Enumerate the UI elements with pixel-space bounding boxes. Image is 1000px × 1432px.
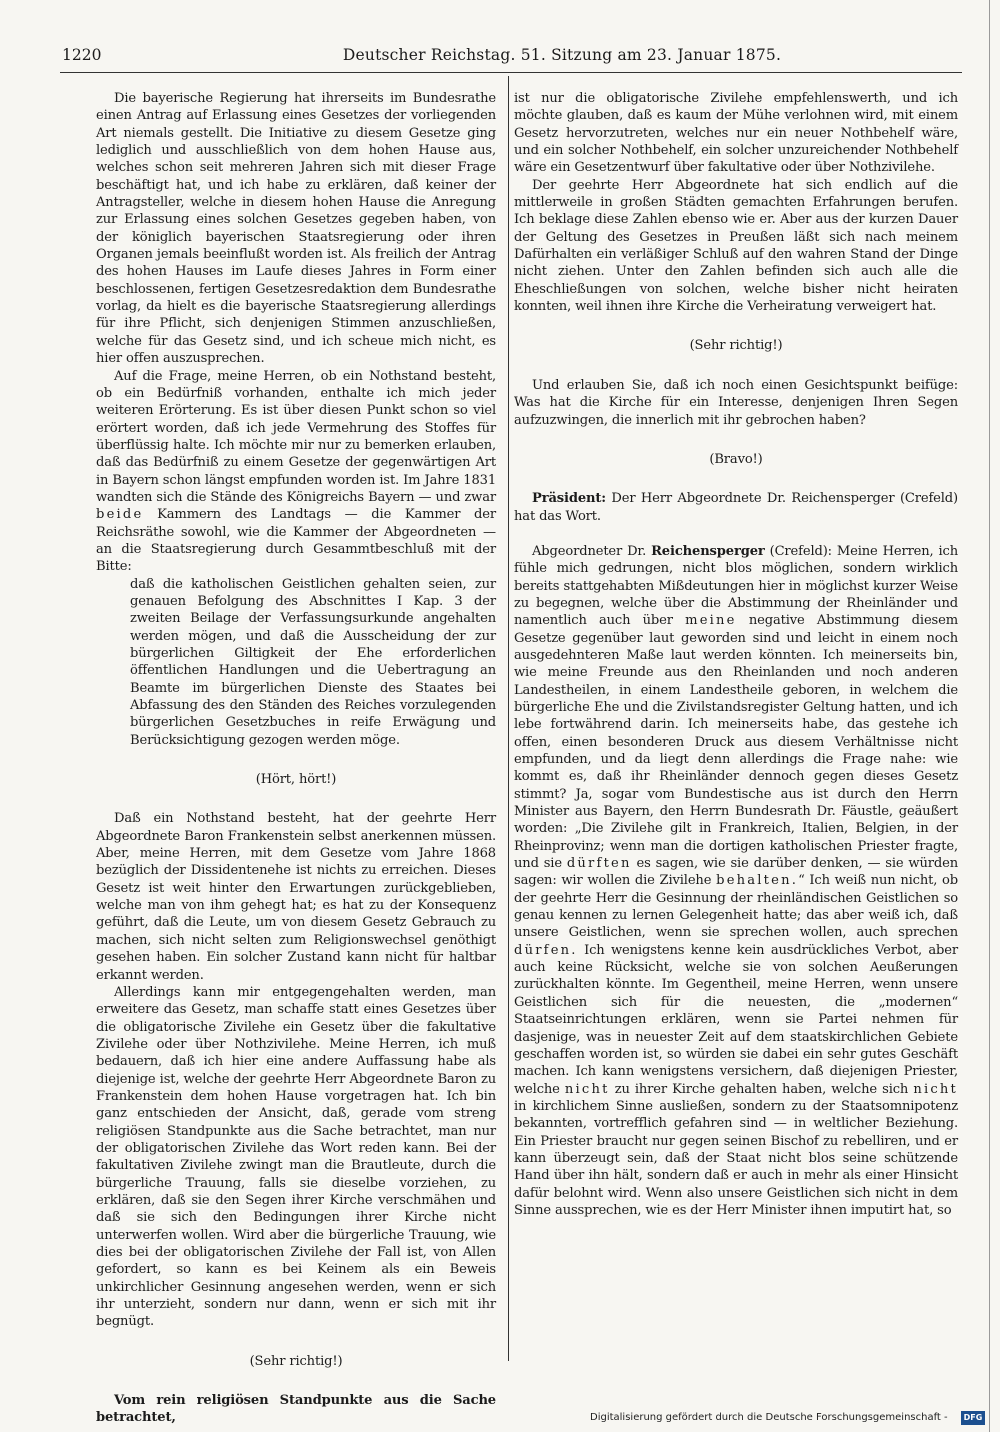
speaker-name: Reichensperger bbox=[651, 543, 765, 559]
interjection: (Sehr richtig!) bbox=[249, 1353, 343, 1369]
emphasis: nicht bbox=[913, 1081, 959, 1097]
block-quote: daß die katholischen Geistlichen gehalten seien, zur genauen Befolgung des Abschnittes I Kap. 3 der zweiten Beilage der Verfassungsurkunde angehalten werden mögen, und daß die Ausscheidung der zur bürgerlichen Giltigkeit der Ehe erforderlichen öffentlichen Handlungen und die Uebertragung an Beamte im bürgerlichen Dienste des Staates bei Abfassung des den Ständen des Reiches vorzulegenden bürgerlichen Gesetzbuches in reife Erwägung und Berücksichtigung gezogen werden möge. bbox=[130, 576, 496, 748]
footer bbox=[590, 1411, 985, 1427]
interjection: (Bravo!) bbox=[709, 451, 763, 467]
paragraph: Und erlauben Sie, daß ich noch einen Gesichtspunkt beifüge: Was hat die Kirche für ein Interesse, denjenigen Ihren Segen aufzuzwingen, die innerlich mit ihr gebrochen haben? bbox=[514, 377, 958, 428]
president-statement: Präsident: Der Herr Abgeordnete Dr. Reichensperger (Crefeld) hat das Wort. bbox=[514, 491, 958, 524]
right-column bbox=[514, 90, 958, 1219]
page-number: 1220 bbox=[62, 46, 102, 64]
speaker-label: Präsident: bbox=[532, 491, 606, 507]
paragraph: Daß ein Nothstand besteht, hat der geehrte Herr Abgeordnete Baron Frankenstein selbst anerkennen müssen. Aber, meine Herren, mit dem Gesetze vom Jahre 1868 bezüglich der Dissidentenehe ist nichts zu erreichen. Dieses Gesetz ist weit hinter den Erwartungen zurückgeblieben, welche man von ihm gehegt hat; es hat zu der Konsequenz geführt, daß die Leute, um von diesem Gesetz Gebrauch zu machen, sich nicht selten zum Religionswechsel genöthigt gesehen haben. Ein solcher Zustand kann nicht für haltbar erkannt werden. bbox=[96, 811, 496, 983]
footer-credit: Digitalisierung gefördert durch die Deutsche Forschungsgemeinschaft - bbox=[590, 1412, 948, 1423]
emphasis: behalten. bbox=[716, 873, 799, 889]
interjection: (Hört, hört!) bbox=[255, 772, 337, 788]
emphasis: dürfen. bbox=[514, 942, 578, 958]
paragraph: Die bayerische Regierung hat ihrerseits im Bundesrathe einen Antrag auf Erlassung eines Gesetzes der vorliegenden Art niemals gestellt. Die Initiative zu diesem Gesetze ging lediglich und ausschließlich von dem hohen Hause aus, welches schon seit mehreren Jahren sich mit dieser Frage beschäftigt hat, und ich habe zu erklären, daß keiner der Antragsteller, welche in diesem hohen Hause die Anregung zur Erlassung eines solchen Gesetzes gegeben haben, von der königlich bayerischen Staatsregierung oder ihren Organen jemals beeinflußt worden ist. Als freilich der Antrag des hohen Hauses im Laufe dieses Jahres in Form einer beschlossenen, fertigen Gesetzesredaktion dem Bundesrathe vorlag, da hielt es die bayerische Staatsregierung allerdings für ihre Pflicht, sich denjenigen Stimmen anzuschließen, welche für das Gesetz sind, und ich scheue mich nicht, es hier offen auszusprechen. bbox=[96, 91, 496, 367]
paragraph: Allerdings kann mir entgegengehalten werden, man erweitere das Gesetz, man schaffe statt eines Gesetzes über die obligatorische Zivilehe ein Gesetz über die fakultative Zivilehe oder über Nothzivilehe. Meine Herren, ich muß bedauern, daß ich hier eine andere Auffassung habe als diejenige ist, welche der geehrte Herr Abgeordnete Baron zu Frankenstein dem hohen Hause vorgetragen hat. Ich bin ganz entschieden der Ansicht, daß, gerade vom streng religiösen Standpunkte aus die Sache betrachtet, man nur der obligatorischen Zivilehe das Wort reden kann. Bei der fakultativen Zivilehe zwingt man die Brautleute, durch die bürgerliche Trauung, falls sie dieselbe vorziehen, zu erklären, daß sie den Segen ihrer Kirche verschmähen und daß sie sich den Bedingungen ihrer Kirche nicht unterwerfen wollen. Wird aber die bürgerliche Trauung, wie dies bei der obligatorischen Zivilehe der Fall ist, von Allen gefordert, so kann es bei Keinem als ein Beweis unkirchlicher Gesinnung angesehen werden, wenn er sich ihr unterzieht, sondern nur dann, wenn er sich mit ihr begnügt. bbox=[96, 984, 496, 1330]
header-rule bbox=[60, 72, 962, 73]
column-divider bbox=[508, 76, 509, 1361]
interjection: (Sehr richtig!) bbox=[689, 338, 783, 354]
page-header bbox=[62, 46, 962, 68]
emphasis: dürften bbox=[566, 856, 632, 872]
emphasis: nicht bbox=[564, 1081, 610, 1097]
left-column bbox=[96, 90, 496, 1427]
paragraph: Der geehrte Herr Abgeordnete hat sich endlich auf die mittlerweile in großen Städten gemachten Erfahrungen berufen. Ich beklage diese Zahlen ebenso wie er. Aber aus der kurzen Dauer der Geltung des Gesetzes in Preußen läßt sich nach meinem Dafürhalten ein verläßiger Schluß auf den wahren Stand der Dinge nicht ziehen. Unter den Zahlen befinden sich auch alle die Eheschließungen von solchen, welche bisher nicht heiraten konnten, weil ihnen ihre Kirche die Verheiratung verweigert hat. bbox=[514, 177, 958, 315]
scan-edge-line bbox=[989, 0, 990, 1432]
paragraph: Vom rein religiösen Standpunkte aus die Sache betrachtet, bbox=[96, 1393, 496, 1426]
emphasis: beide bbox=[96, 507, 144, 523]
speech-paragraph: Abgeordneter Dr. Reichensperger (Crefeld): Meine Herren, ich fühle mich gedrungen, nicht blos möglichen, sondern wirklich bereits stattgehabten Mißdeutungen hier in möglichst kurzer Weise zu begegnen, welche über die Abstimmung der Rheinländer und namentlich auch über meine negative Abstimmung diesem Gesetze gegenüber laut geworden sind und leicht in einem noch ausgedehnteren Maße laut werden könnten. Ich meinerseits bin, wie meine Freunde aus den Rheinlanden und noch anderen Landestheilen, in einem Landestheile geboren, in welchem die bürgerliche Ehe und die Zivilstandsregister Geltung hatten, und ich lebe fortwährend darin. Ich meinerseits habe, das gestehe ich offen, einen besonderen Druck aus diesem Verhältnisse nicht empfunden, und da liegt denn allerdings die Frage nahe: wie kommt es, daß ihr Rheinländer dennoch gegen dieses Gesetz stimmt? Ja, sogar vom Bundestische aus ist durch den Herrn Minister aus Bayern, den Herrn Bundesrath Dr. Fäustle, geäußert worden: „Die Zivilehe gilt in Frankreich, Italien, Belgien, in der Rheinprovinz; wenn man die dortigen katholischen Priester fragte, und sie dürften es sagen, wie sie darüber denken, — sie würden sagen: wir wollen die Zivilehe behalten.“ Ich weiß nun nicht, ob der geehrte Herr die Gesinnung der rheinländischen Geistlichen so genau kennen zu lernen Gelegenheit hatte; das aber weiß ich, daß unsere Geistlichen, wenn sie sprechen wollen, auch sprechen dürfen. Ich wenigstens kenne kein ausdrückliches Verbot, aber auch keine Rücksicht, welche sie von solchen Aeußerungen zurückhalten könnte. Im Gegentheil, meine Herren, wenn unsere Geistlichen sich für die neuesten, die „modernen“ Staatseinrichtungen erklären, wenn sie Partei nehmen für dasjenige, was in neuester Zeit auf dem staatskirchlichen Gebiete geschaffen worden ist, so würden sie dabei ein sehr gutes Geschäft machen. Ich kann wenigstens versichern, daß diejenigen Priester, welche nicht zu ihrer Kirche gehalten haben, welche sich nicht in kirchlichem Sinne ausließen, sondern zu der Staatsomnipotenz bekannten, vortrefflich gefahren sind — in weltlicher Beziehung. Ein Priester braucht nur gegen seinen Bischof zu rebelliren, und er kann überzeugt sein, daß der Staat nicht blos seine schützende Hand über ihn hält, sondern daß er auch in mehr als einer Hinsicht dafür belohnt wird. Wenn also unsere Geistlichen sich nicht in dem Sinne aussprechen, wie es der Herr Minister ihnen imputirt hat, so bbox=[514, 543, 959, 1218]
paragraph: Auf die Frage, meine Herren, ob ein Nothstand besteht, ob ein Bedürfniß vorhanden, enthalte ich mich jeder weiteren Erörterung. Es ist über diesen Punkt schon so viel erörtert worden, daß ich jede Vermehrung des Stoffes für überflüssig halte. Ich möchte mir nur zu bemerken erlauben, daß das Bedürfniß zu einem Gesetze der gegenwärtigen Art in Bayern schon längst empfunden worden ist. Im Jahre 1831 wandten sich die Stände des Königreichs Bayern — und zwar beide Kammern des Landtags — die Kammer der Reichsräthe sowohl, wie die Kammer der Abgeordneten — an die Staatsregierung durch Gesammtbeschluß mit der Bitte: bbox=[96, 368, 496, 575]
paragraph: ist nur die obligatorische Zivilehe empfehlenswerth, und ich möchte glauben, daß es kaum der Mühe verlohnen wird, mit einem Gesetz hervorzutreten, welches nur ein neuer Nothbehelf wäre, und ein solcher Nothbehelf, ein solcher unzureichender Nothbehelf wäre ein Gesetzentwurf über fakultative oder über Nothzivilehe. bbox=[514, 91, 958, 176]
emphasis: meine bbox=[685, 613, 737, 629]
dfg-logo: DFG bbox=[961, 1411, 985, 1425]
running-title: Deutscher Reichstag. 51. Sitzung am 23. Januar 1875. bbox=[342, 46, 782, 64]
